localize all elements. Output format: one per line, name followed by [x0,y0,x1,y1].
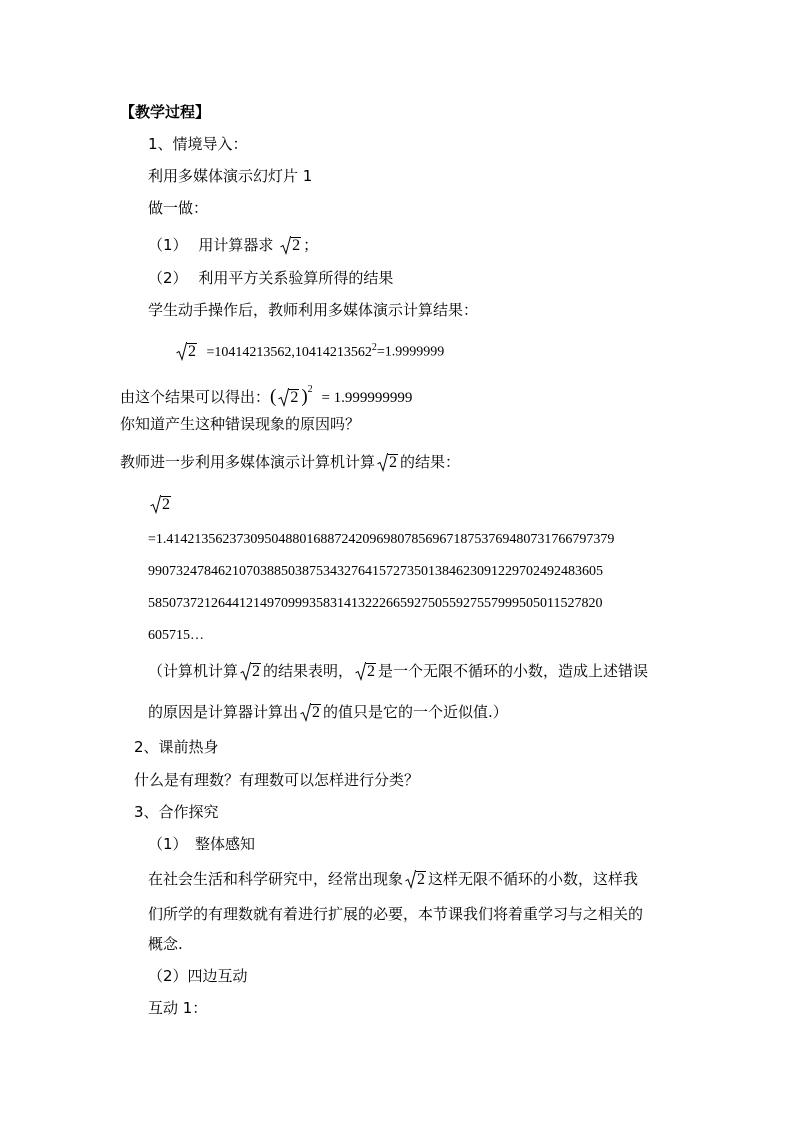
s3-paragraph-line-1: 在社会生活和科学研究中，经常出现象 2 这样无限不循环的小数，这样我 [148,870,639,888]
computer-demo-line: 教师进一步利用多媒体演示计算机计算 2 的结果： [120,453,461,471]
item-1-text: 用计算器求 [198,236,274,254]
sqrt-2-formula: 2 [150,496,171,514]
conclusion-value: = 1.999999999 [321,390,413,406]
calc-exponent: 2 [371,342,377,353]
s3-subheading-1: （1） 整体感知 [148,835,256,853]
sqrt-2-formula: 2 [377,454,398,472]
calc-value: =10414213562,10414213562 [206,344,372,360]
calc-result: =1.9999999 [376,344,445,360]
sqrt-2-formula: 2 [240,663,261,681]
radical-sign-icon [355,662,366,681]
radical-sign-icon [150,495,161,514]
s2-title: 2、课前热身 [134,738,219,756]
digits-line-1: =1.4142135623730950488016887242096980785696718753769480731766797379 [148,532,615,547]
square-exponent: 2 [307,384,313,395]
s3-paragraph-line-2: 们所学的有理数就有着进行扩展的必要，本节课我们将着重学习与之相关的 [148,905,644,923]
sqrt-2-formula: 2 [405,871,426,889]
sqrt-2-formula: 2 [278,389,299,407]
s1-title: 1、情境导入： [148,135,248,153]
radical-sign-icon [377,453,388,472]
s3-title: 3、合作探究 [134,803,219,821]
radical-sign-icon [300,703,311,722]
s1-line-doit: 做一做： [148,199,209,217]
explanation-line-1: （计算机计算 2 的结果表明， 2 是一个无限不循环的小数，造成上述错误 [148,662,649,680]
s1-line-slides: 利用多媒体演示幻灯片 1 [148,167,313,185]
item-2-number: （2） [148,269,188,287]
conclusion-line: 由这个结果可以得出：( 2 )$^2$ = 1.999999999 [120,384,413,407]
item-2-text: 利用平方关系验算所得的结果 [198,269,394,287]
section-heading: 【教学过程】 [120,103,211,121]
radical-sign-icon [240,662,251,681]
sqrt-2-formula: 2 [176,343,197,361]
s1-item-1: （1） 用计算器求 2 ； [148,236,319,254]
explanation-line-2: 的原因是计算器计算出 2 的值只是它的一个近似值.） [148,703,508,721]
calc-result-line [174,338,444,363]
s3-paragraph-line-3: 概念. [148,935,183,953]
radical-sign-icon [278,388,289,407]
sqrt-2-formula: 2 [300,704,321,722]
s3-subheading-2: （2）四边互动 [148,967,248,985]
question-line: 你知道产生这种错误现象的原因吗？ [120,415,361,433]
radical-sign-icon [405,870,416,889]
item-1-number: （1） [148,236,188,254]
digits-line-4: 605715… [148,628,204,643]
sqrt-2-formula: 2 [355,663,376,681]
radical-sign-icon [176,342,187,361]
s1-line-demo: 学生动手操作后，教师利用多媒体演示计算结果： [148,301,479,319]
sqrt-2-formula: 2 [280,237,301,255]
s1-item-2 [148,268,393,288]
digits-line-3: 58507372126441214970999358314132226659275055927557999505011527820 [148,596,603,611]
interaction-1-label: 互动 1： [148,999,208,1017]
s2-question: 什么是有理数？有理数可以怎样进行分类？ [134,771,420,789]
radical-sign-icon [280,236,291,255]
digits-line-2: 99073247846210703885038753432764157273501384623091229702492483605 [148,564,603,579]
sqrt-2-standalone [148,494,173,514]
